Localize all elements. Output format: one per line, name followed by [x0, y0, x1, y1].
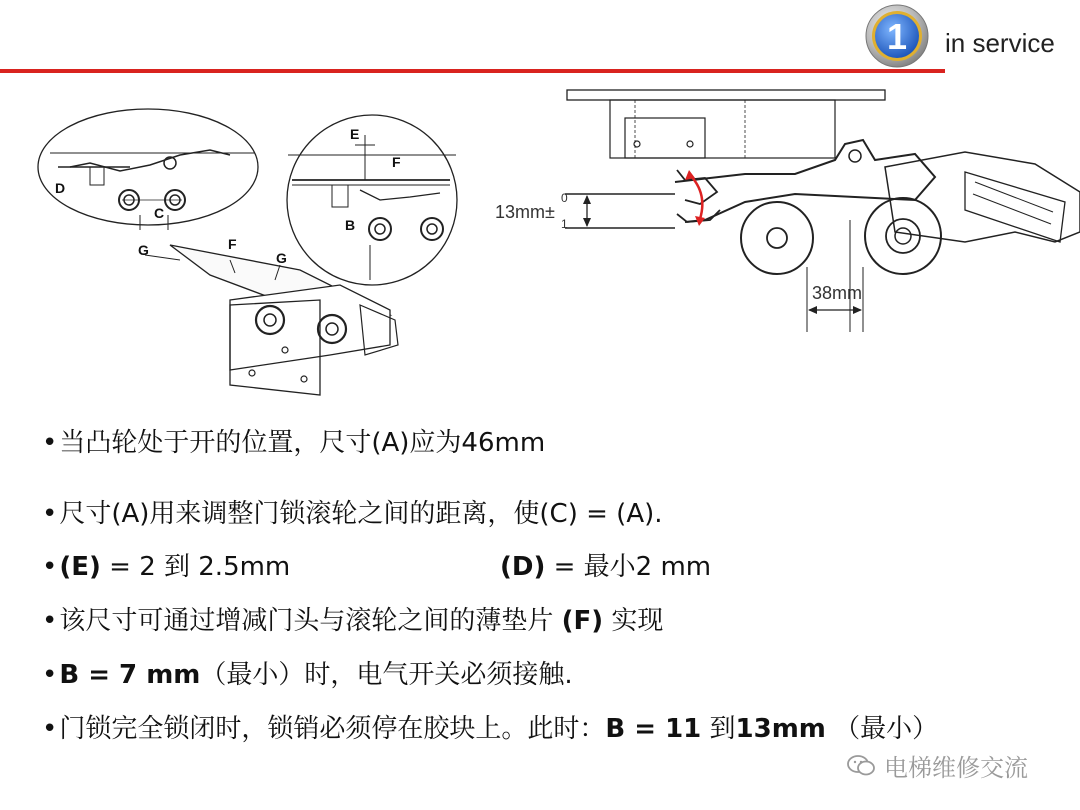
bullet-shim-f: •该尺寸可通过增减门头与滚轮之间的薄垫片 (F) 实现	[42, 606, 664, 636]
bullet-switch-b7: •B = 7 mm（最小）时，电气开关必须接触.	[42, 660, 573, 690]
bullet-dimension-a: •尺寸(A)用来调整门锁滚轮之间的距离，使(C) = (A).	[42, 499, 663, 529]
svg-text:1: 1	[886, 16, 908, 57]
callout-G-left: G	[138, 242, 149, 258]
callout-E: E	[350, 126, 360, 142]
watermark	[846, 748, 1028, 783]
callout-C: C	[154, 205, 165, 221]
cam-dimension-drawing	[495, 82, 1080, 342]
header-divider	[0, 69, 945, 73]
callout-G-right: G	[276, 250, 287, 266]
bullet-locked-b11: •门锁完全锁闭时，锁销必须停在胶块上。此时：B = 11 到13mm （最小）	[42, 714, 939, 744]
callout-D: D	[55, 180, 66, 196]
door-lock-roller-drawing	[30, 105, 460, 405]
tol-lower: 1	[561, 217, 568, 231]
number-one-badge-icon	[865, 4, 929, 68]
callout-B: B	[345, 217, 356, 233]
bullet-e-d: •(E) = 2 到 2.5mm (D) = 最小2 mm	[42, 552, 712, 582]
callout-F: F	[392, 154, 401, 170]
header-label: in service	[945, 28, 1055, 58]
dim-13mm-label: 13mm±	[495, 202, 555, 222]
watermark-text: 电梯维修交流	[884, 754, 1028, 782]
wechat-icon	[846, 753, 876, 779]
dim-38mm-label: 38mm	[812, 283, 863, 303]
bullet-cam-open: •当凸轮处于开的位置，尺寸(A)应为46mm	[42, 428, 546, 458]
tol-upper: 0	[561, 191, 568, 205]
callout-F-assembly: F	[228, 236, 237, 252]
